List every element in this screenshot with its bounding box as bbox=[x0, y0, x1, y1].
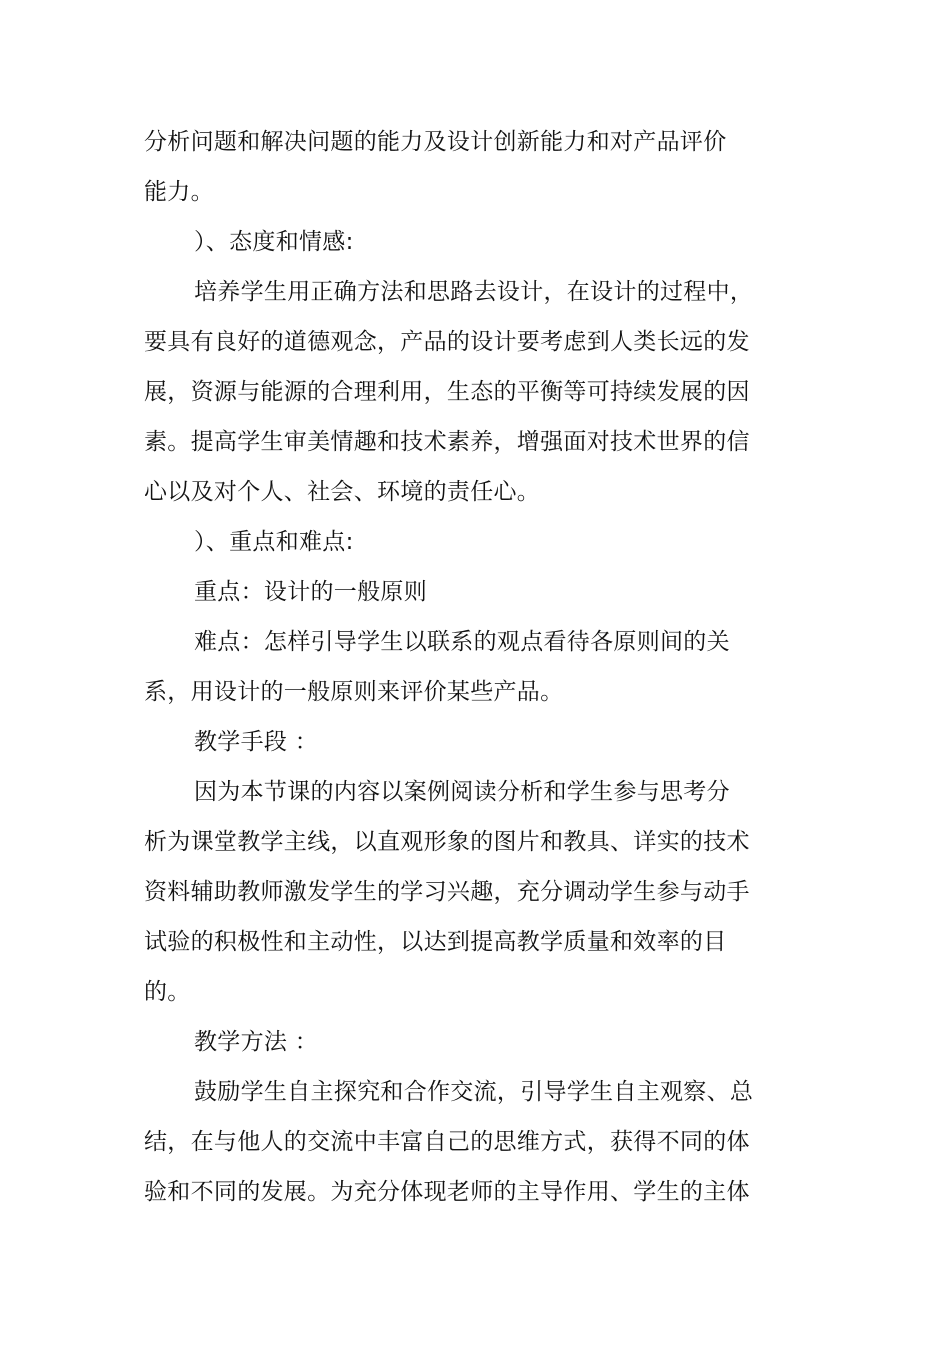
text-line: 鼓励学生自主探究和合作交流，引导学生自主观察、总 bbox=[194, 1079, 754, 1105]
text-line: 要具有良好的道德观念，产品的设计要考虑到人类长远的发 bbox=[144, 329, 750, 355]
text-line: 素。提高学生审美情趣和技术素养，增强面对技术世界的信 bbox=[144, 429, 750, 455]
text-line: 析为课堂教学主线，以直观形象的图片和教具、详实的技术 bbox=[144, 829, 750, 855]
text-line: 因为本节课的内容以案例阅读分析和学生参与思考分 bbox=[194, 779, 730, 805]
text-line: 分析问题和解决问题的能力及设计创新能力和对产品评价 bbox=[144, 129, 727, 155]
text-line: 试验的积极性和主动性，以达到提高教学质量和效率的目 bbox=[144, 929, 727, 955]
section-heading: 教学方法 ： bbox=[194, 1029, 319, 1055]
text-line: 结，在与他人的交流中丰富自己的思维方式，获得不同的体 bbox=[144, 1129, 750, 1155]
text-line: 能力。 bbox=[144, 179, 214, 205]
text-line: 重点：设计的一般原则 bbox=[194, 579, 427, 605]
text-line: 资料辅助教师激发学生的学习兴趣，充分调动学生参与动手 bbox=[144, 879, 750, 905]
text-line: 培养学生用正确方法和思路去设计，在设计的过程中， bbox=[194, 279, 754, 305]
text-line: 的。 bbox=[144, 979, 191, 1005]
text-line: 心以及对个人、社会、环境的责任心。 bbox=[144, 479, 541, 505]
section-heading: 教学手段 ： bbox=[194, 729, 319, 755]
text-line: 难点：怎样引导学生以联系的观点看待各原则间的关 bbox=[194, 629, 730, 655]
section-heading: ）、重点和难点: bbox=[194, 529, 354, 555]
text-line: 验和不同的发展。为充分体现老师的主导作用、学生的主体 bbox=[144, 1179, 750, 1205]
section-heading: ）、态度和情感: bbox=[194, 229, 354, 255]
text-line: 系，用设计的一般原则来评价某些产品。 bbox=[144, 679, 564, 705]
text-line: 展，资源与能源的合理利用，生态的平衡等可持续发展的因 bbox=[144, 379, 750, 405]
